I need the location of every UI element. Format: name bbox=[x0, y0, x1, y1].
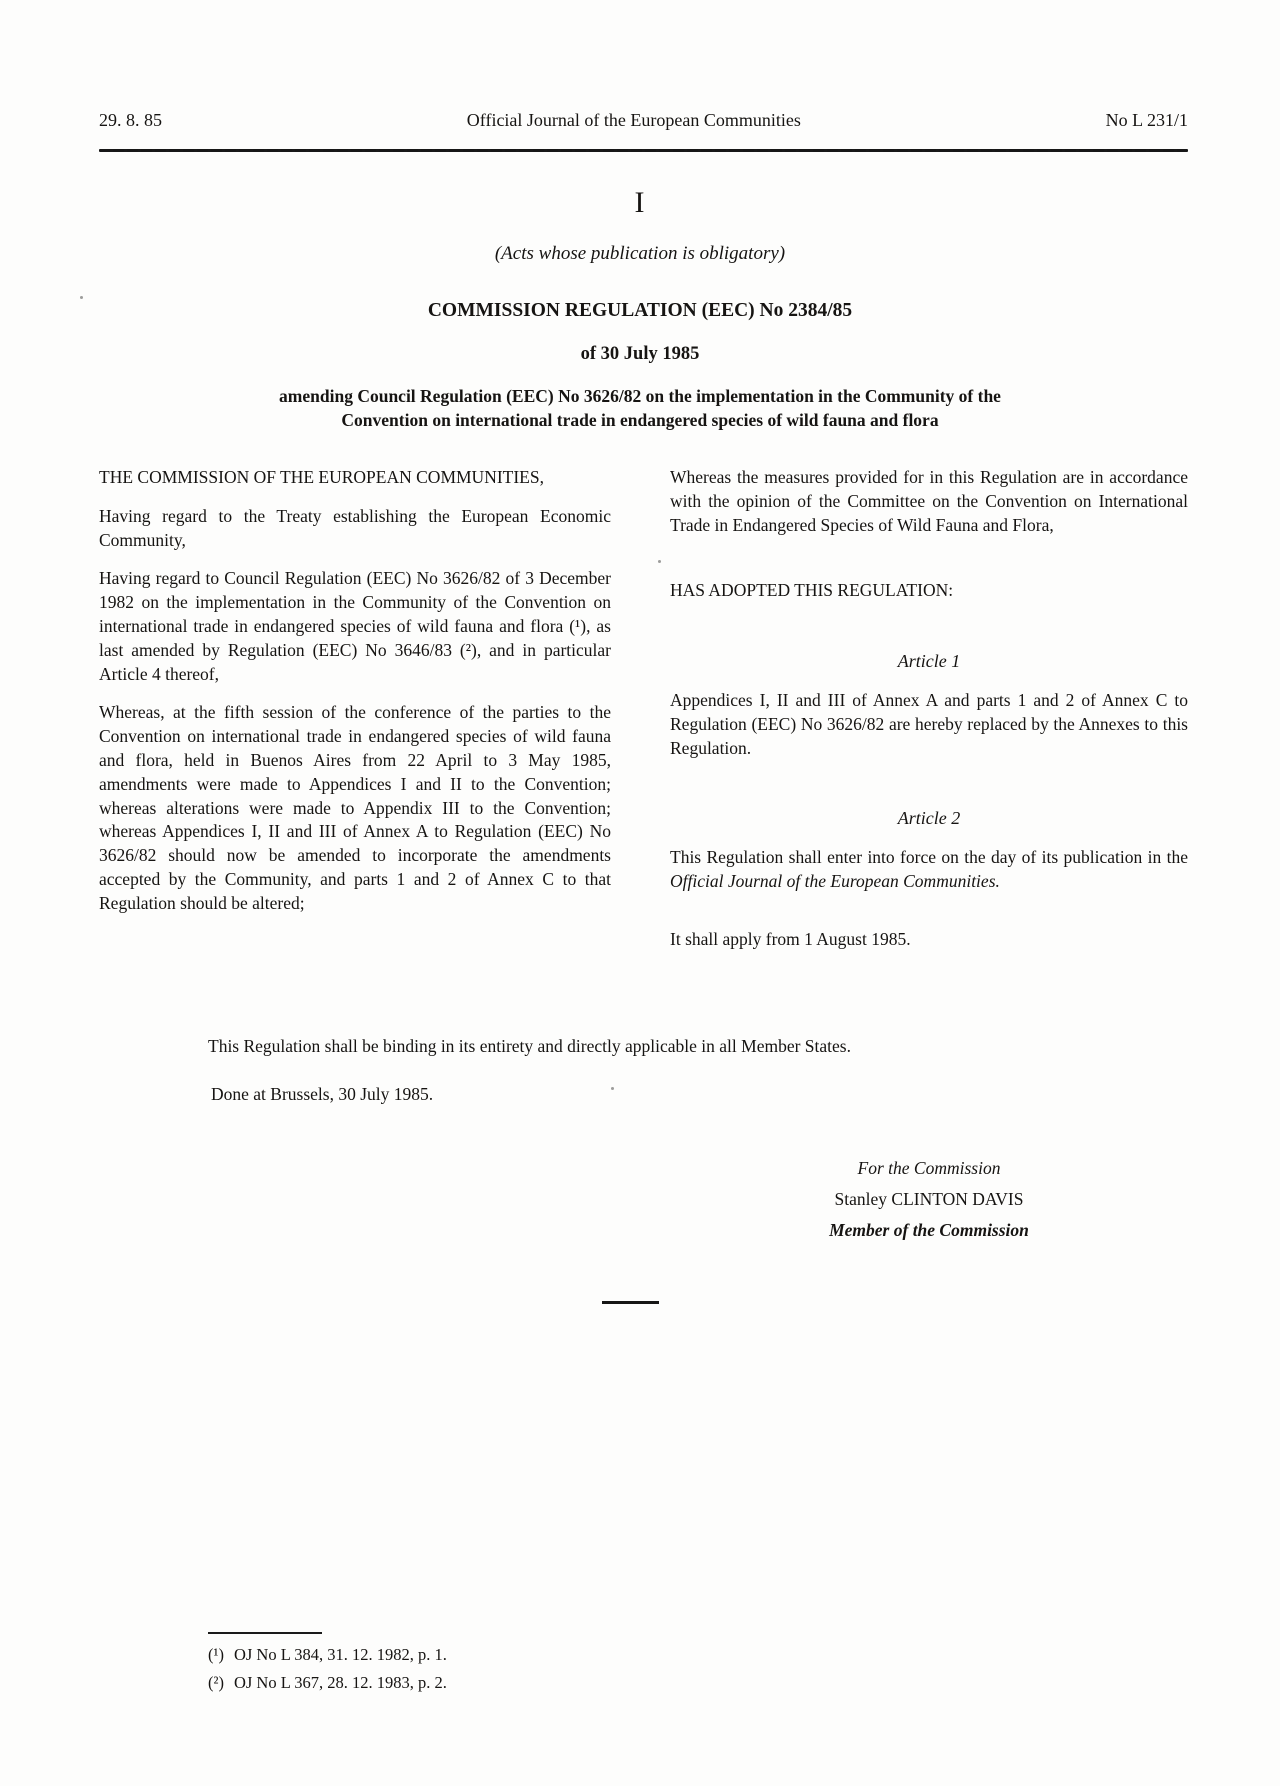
regulation-date: of 30 July 1985 bbox=[580, 344, 700, 364]
footnote-2-text: OJ No L 367, 28. 12. 1983, p. 2. bbox=[233, 1673, 447, 1692]
scan-speck bbox=[611, 1087, 614, 1090]
page-header bbox=[99, 110, 1188, 131]
done-at-line: Done at Brussels, 30 July 1985. bbox=[211, 1084, 434, 1104]
article-2-heading: Article 2 bbox=[897, 808, 961, 829]
footnote-1-marker: (¹) bbox=[208, 1645, 224, 1664]
section-note: (Acts whose publication is obligatory) bbox=[494, 243, 786, 264]
article-1-heading: Article 1 bbox=[897, 651, 961, 672]
right-column bbox=[670, 466, 1188, 952]
scan-speck bbox=[658, 560, 661, 563]
signature-block bbox=[670, 1158, 1188, 1241]
paragraph-treaty: Having regard to the Treaty establishing the European Economic Community, bbox=[99, 505, 611, 550]
body-columns bbox=[99, 466, 1188, 952]
header-issue-number: No L 231/1 bbox=[1105, 110, 1188, 130]
header-rule bbox=[99, 149, 1188, 152]
paragraph-regulation-3626: Having regard to Council Regulation (EEC) No 3626/82 of 3 December 1982 on the implementation in the Community of the Convention on international trade in endangered species of wild fauna and flora (¹), as last amended by Regulation (EEC) No 3646/83 (²), and in particular Article 4 thereof, bbox=[99, 568, 611, 684]
paragraph-whereas-measures: Whereas the measures provided for in this Regulation are in accordance with the opinion of the Committee on the Convention on International Trade in Endangered Species of Wild Fauna and Flora, bbox=[670, 467, 1188, 535]
scan-speck bbox=[80, 296, 83, 299]
binding-formula: This Regulation shall be binding in its entirety and directly applicable in all Member States. bbox=[208, 1036, 851, 1056]
signature-for-line: For the Commission bbox=[857, 1158, 1001, 1178]
paragraph-commission: THE COMMISSION OF THE EUROPEAN COMMUNITIES, bbox=[99, 467, 544, 487]
end-of-act-divider bbox=[602, 1301, 659, 1304]
regulation-subtitle: amending Council Regulation (EEC) No 3626/82 on the implementation in the Community of the Convention on international trade in endangered species of wild fauna and flora bbox=[279, 386, 1001, 430]
section-numeral: I bbox=[634, 186, 646, 219]
adoption-formula: HAS ADOPTED THIS REGULATION: bbox=[670, 580, 954, 601]
article-2-apply-line: It shall apply from 1 August 1985. bbox=[670, 928, 911, 949]
footnote-2-marker: (²) bbox=[208, 1673, 224, 1692]
footnote-2 bbox=[208, 1669, 447, 1697]
header-journal-title: Official Journal of the European Communities bbox=[466, 110, 801, 130]
footnote-rule bbox=[208, 1632, 322, 1634]
signature-name: Stanley CLINTON DAVIS bbox=[834, 1189, 1024, 1209]
article-1-body: Appendices I, II and III of Annex A and parts 1 and 2 of Annex C to Regulation (EEC) No 3626/82 are hereby replaced by the Annexes to this Regulation. bbox=[670, 689, 1188, 758]
regulation-title: COMMISSION REGULATION (EEC) No 2384/85 bbox=[427, 300, 853, 321]
footnotes bbox=[208, 1641, 447, 1697]
left-column bbox=[99, 466, 611, 952]
signature-role: Member of the Commission bbox=[829, 1220, 1029, 1240]
footnote-1 bbox=[208, 1641, 447, 1669]
footnote-1-text: OJ No L 384, 31. 12. 1982, p. 1. bbox=[233, 1645, 447, 1664]
header-date: 29. 8. 85 bbox=[99, 110, 162, 130]
paragraph-whereas-session: Whereas, at the fifth session of the conference of the parties to the Convention on international trade in endangered species of wild fauna and flora, held in Buenos Aires from 22 April to 3 May 1985, amendments were made to Appendices I and II to the Convention; whereas alterations were made to Appendix III to the Convention; whereas Appendices I, II and III of Annex A to Regulation (EEC) No 3626/82 should now be amended to incorporate the amendments accepted by the Community, and parts 1 and 2 of Annex C to that Regulation should be altered; bbox=[99, 702, 611, 913]
article-2-body: This Regulation shall enter into force on the day of its publication in the Official Journal of the European Communities. bbox=[670, 847, 1188, 891]
